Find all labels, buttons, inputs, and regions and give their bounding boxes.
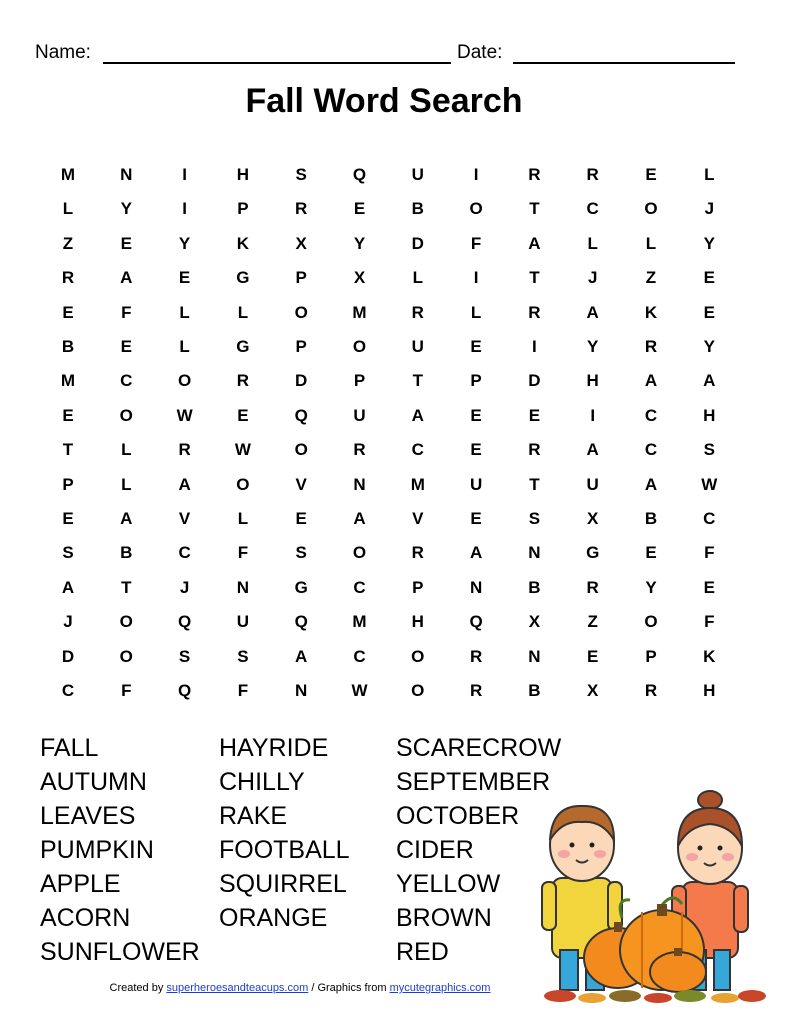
grid-letter[interactable]: S bbox=[295, 165, 307, 184]
grid-letter[interactable]: L bbox=[645, 233, 657, 253]
page-title: Fall Word Search bbox=[245, 82, 523, 120]
grid-letter[interactable]: I bbox=[473, 268, 479, 288]
grid-letter[interactable]: G bbox=[236, 268, 250, 288]
grid-letter[interactable]: F bbox=[470, 233, 482, 253]
grid-letter[interactable]: E bbox=[295, 509, 307, 528]
grid-letter[interactable]: U bbox=[411, 337, 424, 356]
grid-letter[interactable]: R bbox=[178, 440, 191, 460]
word-list-column-1 bbox=[40, 731, 200, 969]
grid-letter[interactable]: T bbox=[529, 199, 540, 219]
grid-letter[interactable]: W bbox=[351, 681, 368, 700]
grid-letter[interactable]: C bbox=[644, 405, 658, 425]
grid-letter[interactable]: T bbox=[529, 268, 540, 288]
grid-letter[interactable]: O bbox=[411, 681, 425, 700]
grid-letter[interactable]: G bbox=[236, 337, 250, 356]
grid-letter[interactable]: R bbox=[469, 646, 483, 666]
grid-letter[interactable]: R bbox=[586, 577, 599, 597]
grid-letter[interactable]: C bbox=[353, 577, 366, 597]
grid-letter[interactable]: W bbox=[176, 405, 193, 425]
grid-letter[interactable]: U bbox=[353, 405, 366, 425]
grid-letter[interactable]: I bbox=[182, 165, 187, 184]
word-list-item: PUMPKIN bbox=[40, 836, 154, 864]
grid-letter[interactable]: R bbox=[236, 371, 250, 391]
grid-letter[interactable]: X bbox=[295, 233, 307, 253]
grid-letter[interactable]: R bbox=[528, 165, 541, 184]
grid-letter[interactable]: A bbox=[353, 509, 366, 528]
graphics-from-text: / Graphics from bbox=[311, 982, 387, 994]
grid-letter[interactable]: F bbox=[237, 543, 249, 563]
grid-letter[interactable]: M bbox=[410, 474, 425, 494]
grid-letter[interactable]: R bbox=[411, 302, 424, 322]
grid-letter[interactable]: X bbox=[587, 509, 599, 528]
grid-letter[interactable]: A bbox=[295, 646, 308, 666]
grid-letter[interactable]: T bbox=[529, 474, 540, 494]
grid-letter[interactable]: T bbox=[62, 440, 74, 460]
grid-letter[interactable]: W bbox=[234, 440, 251, 460]
word-list-item: ORANGE bbox=[219, 904, 328, 932]
grid-letter[interactable]: F bbox=[704, 543, 715, 563]
grid-letter[interactable]: H bbox=[411, 612, 424, 632]
grid-letter[interactable]: L bbox=[121, 440, 132, 460]
grid-letter[interactable]: N bbox=[236, 577, 250, 597]
word-list-item: FOOTBALL bbox=[219, 836, 350, 864]
grid-letter[interactable]: N bbox=[528, 543, 541, 563]
grid-letter[interactable]: P bbox=[412, 577, 424, 597]
grid-letter[interactable]: M bbox=[60, 371, 76, 391]
grid-letter[interactable]: B bbox=[120, 543, 133, 563]
grid-letter[interactable]: N bbox=[469, 577, 483, 597]
grid-letter[interactable]: R bbox=[528, 440, 541, 460]
name-line[interactable] bbox=[103, 62, 451, 64]
grid-letter[interactable]: O bbox=[294, 440, 308, 460]
grid-letter[interactable]: N bbox=[353, 474, 366, 494]
grid-letter[interactable]: P bbox=[645, 646, 657, 666]
grid-letter[interactable]: L bbox=[179, 302, 190, 322]
grid-letter[interactable]: S bbox=[178, 646, 191, 666]
grid-letter[interactable]: T bbox=[121, 577, 132, 597]
grid-letter[interactable]: E bbox=[587, 646, 599, 666]
grid-letter[interactable]: E bbox=[62, 509, 74, 528]
word-list-item: YELLOW bbox=[396, 870, 501, 898]
grid-letter[interactable]: O bbox=[411, 646, 425, 666]
grid-letter[interactable]: F bbox=[704, 612, 715, 632]
grid-letter[interactable]: O bbox=[119, 646, 133, 666]
grid-letter[interactable]: E bbox=[62, 302, 74, 322]
grid-letter[interactable]: E bbox=[470, 405, 482, 425]
grid-letter[interactable]: S bbox=[62, 543, 74, 563]
grid-letter[interactable]: E bbox=[470, 337, 482, 356]
grid-letter[interactable]: J bbox=[63, 612, 73, 632]
grid-letter[interactable]: Q bbox=[177, 681, 192, 700]
grid-letter[interactable]: U bbox=[236, 612, 250, 632]
grid-letter[interactable]: A bbox=[644, 474, 658, 494]
grid-letter[interactable]: E bbox=[62, 405, 74, 425]
kids-pumpkins-illustration bbox=[530, 790, 770, 1005]
grid-letter[interactable]: R bbox=[411, 543, 424, 563]
grid-letter[interactable]: L bbox=[237, 302, 249, 322]
grid-letter[interactable]: S bbox=[237, 646, 249, 666]
grid-letter[interactable]: E bbox=[120, 337, 132, 356]
grid-letter[interactable]: R bbox=[353, 440, 366, 460]
grid-letter[interactable]: O bbox=[119, 405, 133, 425]
grid-letter[interactable]: E bbox=[470, 509, 482, 528]
grid-letter[interactable]: X bbox=[587, 681, 599, 700]
grid-letter[interactable]: E bbox=[470, 440, 482, 460]
grid-letter[interactable]: N bbox=[120, 165, 133, 184]
grid-letter[interactable]: C bbox=[353, 646, 366, 666]
word-list-item: APPLE bbox=[40, 870, 121, 898]
grid-letter[interactable]: E bbox=[120, 233, 132, 253]
grid-letter[interactable]: L bbox=[412, 268, 423, 288]
grid-letter[interactable]: B bbox=[61, 337, 75, 356]
word-list-item: AUTUMN bbox=[40, 768, 147, 796]
grid-letter[interactable]: L bbox=[237, 509, 249, 528]
grid-letter[interactable]: S bbox=[528, 509, 541, 528]
grid-letter[interactable]: A bbox=[703, 371, 716, 391]
grid-letter[interactable]: R bbox=[528, 302, 541, 322]
word-list-item: CIDER bbox=[396, 836, 474, 864]
grid-letter[interactable]: A bbox=[61, 577, 75, 597]
grid-letter[interactable]: Y bbox=[120, 199, 132, 219]
grid-letter[interactable]: O bbox=[352, 337, 367, 356]
grid-letter[interactable]: Y bbox=[703, 233, 715, 253]
grid-letter[interactable]: G bbox=[294, 577, 308, 597]
grid-letter[interactable]: I bbox=[532, 337, 537, 356]
grid-letter[interactable]: P bbox=[237, 199, 249, 219]
word-list-item: OCTOBER bbox=[396, 802, 520, 830]
grid-letter[interactable]: A bbox=[586, 440, 599, 460]
grid-letter[interactable]: E bbox=[703, 302, 715, 322]
grid-letter[interactable]: O bbox=[469, 199, 483, 219]
grid-letter[interactable]: O bbox=[177, 371, 192, 391]
created-by-text: Created by bbox=[109, 982, 164, 994]
grid-letter[interactable]: Y bbox=[178, 233, 191, 253]
grid-letter[interactable]: A bbox=[411, 405, 424, 425]
word-list-item: SEPTEMBER bbox=[396, 768, 551, 796]
grid-letter[interactable]: B bbox=[528, 681, 541, 700]
grid-letter[interactable]: C bbox=[703, 509, 716, 528]
grid-letter[interactable]: A bbox=[528, 233, 541, 253]
grid-letter[interactable]: Z bbox=[62, 233, 74, 253]
grid-letter[interactable]: P bbox=[295, 268, 307, 288]
grid-letter[interactable]: L bbox=[470, 302, 482, 322]
grid-letter[interactable]: A bbox=[120, 268, 133, 288]
grid-letter[interactable]: X bbox=[353, 268, 366, 288]
grid-letter[interactable]: I bbox=[590, 405, 596, 425]
grid-letter[interactable]: O bbox=[644, 612, 658, 632]
grid-letter[interactable]: I bbox=[182, 199, 187, 219]
grid-letter[interactable]: B bbox=[528, 577, 541, 597]
grid-letter[interactable]: V bbox=[412, 509, 424, 528]
grid-letter[interactable]: F bbox=[121, 681, 132, 700]
word-list-item: LEAVES bbox=[40, 802, 136, 830]
grid-letter[interactable]: U bbox=[411, 165, 424, 184]
grid-letter[interactable]: T bbox=[412, 371, 423, 391]
grid-letter[interactable]: E bbox=[237, 405, 249, 425]
grid-letter[interactable]: C bbox=[411, 440, 424, 460]
grid-letter[interactable]: C bbox=[120, 371, 133, 391]
grid-letter[interactable]: E bbox=[703, 577, 715, 597]
grid-letter[interactable]: C bbox=[586, 199, 599, 219]
word-list-item: RAKE bbox=[219, 802, 288, 830]
word-list-item: SUNFLOWER bbox=[40, 938, 200, 966]
grid-letter[interactable]: Q bbox=[294, 612, 308, 632]
grid-letter[interactable]: N bbox=[295, 681, 308, 700]
word-list-item: SQUIRREL bbox=[219, 870, 347, 898]
grid-letter[interactable]: K bbox=[236, 233, 250, 253]
grid-letter[interactable]: D bbox=[411, 233, 424, 253]
name-label: Name: bbox=[35, 42, 91, 63]
grid-letter[interactable]: V bbox=[295, 474, 307, 494]
grid-letter[interactable]: C bbox=[61, 681, 75, 700]
grid-letter[interactable]: E bbox=[703, 268, 715, 288]
grid-letter[interactable]: A bbox=[469, 543, 483, 563]
word-list-item: FALL bbox=[40, 734, 99, 762]
grid-letter[interactable]: P bbox=[62, 474, 74, 494]
grid-letter[interactable]: A bbox=[644, 371, 658, 391]
grid-letter[interactable]: A bbox=[178, 474, 191, 494]
grid-letter[interactable]: O bbox=[119, 612, 133, 632]
grid-letter[interactable]: R bbox=[295, 199, 308, 219]
word-list-item: RED bbox=[396, 938, 449, 966]
word-list-item: CHILLY bbox=[219, 768, 305, 796]
grid-letter[interactable]: K bbox=[703, 646, 716, 666]
grid-letter[interactable]: L bbox=[179, 337, 190, 356]
grid-letter[interactable]: L bbox=[121, 474, 132, 494]
grid-letter[interactable]: D bbox=[528, 371, 541, 391]
grid-letter[interactable]: Y bbox=[353, 233, 366, 253]
grid-letter[interactable]: M bbox=[352, 302, 367, 322]
grid-letter[interactable]: E bbox=[645, 543, 657, 563]
grid-letter[interactable]: S bbox=[295, 543, 307, 563]
grid-letter[interactable]: R bbox=[586, 165, 599, 184]
grid-letter[interactable]: R bbox=[469, 681, 483, 700]
grid-letter[interactable]: M bbox=[352, 612, 367, 632]
grid-letter[interactable]: O bbox=[352, 543, 367, 563]
grid-letter[interactable]: H bbox=[586, 371, 599, 391]
word-list-item: ACORN bbox=[40, 904, 131, 932]
grid-letter[interactable]: Y bbox=[703, 337, 715, 356]
grid-letter[interactable]: G bbox=[586, 543, 600, 563]
footer-credits bbox=[0, 982, 600, 994]
word-list-item: SCARECROW bbox=[396, 734, 562, 762]
grid-letter[interactable]: P bbox=[353, 371, 366, 391]
grid-letter[interactable]: L bbox=[62, 199, 74, 219]
grid-letter[interactable]: F bbox=[237, 681, 249, 700]
grid-letter[interactable]: L bbox=[704, 165, 715, 184]
grid-letter[interactable]: E bbox=[645, 165, 657, 184]
grid-letter[interactable]: Q bbox=[294, 405, 308, 425]
grid-letter[interactable]: U bbox=[586, 474, 599, 494]
grid-letter[interactable]: B bbox=[411, 199, 424, 219]
grid-letter[interactable]: Z bbox=[587, 612, 598, 632]
grid-letter[interactable]: E bbox=[178, 268, 191, 288]
grid-letter[interactable]: H bbox=[703, 405, 716, 425]
grid-letter[interactable]: I bbox=[473, 165, 479, 184]
grid-letter[interactable]: K bbox=[644, 302, 658, 322]
grid-letter[interactable]: P bbox=[295, 337, 307, 356]
grid-letter[interactable]: X bbox=[528, 612, 541, 632]
grid-letter[interactable]: Y bbox=[587, 337, 599, 356]
grid-letter[interactable]: J bbox=[587, 268, 598, 288]
grid-letter[interactable]: O bbox=[644, 199, 658, 219]
grid-letter[interactable]: Y bbox=[645, 577, 657, 597]
grid-letter[interactable]: O bbox=[236, 474, 250, 494]
grid-letter[interactable]: Z bbox=[645, 268, 657, 288]
superheroes-link[interactable]: superheroesandteacups.com bbox=[166, 982, 309, 994]
grid-letter[interactable]: U bbox=[469, 474, 483, 494]
grid-letter[interactable]: D bbox=[61, 646, 75, 666]
grid-letter[interactable]: Q bbox=[352, 165, 367, 184]
grid-letter[interactable]: C bbox=[178, 543, 191, 563]
fall-leaves bbox=[544, 990, 766, 1003]
mycutegraphics-link[interactable]: mycutegraphics.com bbox=[389, 982, 491, 994]
grid-letter[interactable]: N bbox=[528, 646, 541, 666]
word-list-item: HAYRIDE bbox=[219, 734, 329, 762]
grid-letter[interactable]: M bbox=[60, 165, 76, 184]
grid-letter[interactable]: Q bbox=[469, 612, 483, 632]
grid-letter[interactable]: A bbox=[586, 302, 599, 322]
grid-letter[interactable]: R bbox=[644, 681, 658, 700]
date-line[interactable] bbox=[513, 62, 735, 64]
grid-letter[interactable]: H bbox=[236, 165, 250, 184]
word-list-column-2 bbox=[219, 731, 350, 935]
grid-letter[interactable]: H bbox=[703, 681, 716, 700]
grid-letter[interactable]: E bbox=[353, 199, 366, 219]
word-list-item: BROWN bbox=[396, 904, 492, 932]
grid-letter[interactable]: P bbox=[470, 371, 482, 391]
grid-letter[interactable]: J bbox=[704, 199, 715, 219]
grid-letter[interactable]: W bbox=[701, 474, 718, 494]
grid-letter[interactable]: V bbox=[178, 509, 191, 528]
grid-letter[interactable]: S bbox=[703, 440, 715, 460]
grid-letter[interactable]: J bbox=[179, 577, 190, 597]
grid-letter[interactable]: D bbox=[295, 371, 308, 391]
grid-letter[interactable]: O bbox=[294, 302, 308, 322]
grid-letter[interactable]: A bbox=[120, 509, 133, 528]
grid-letter[interactable]: R bbox=[61, 268, 75, 288]
grid-letter[interactable]: B bbox=[644, 509, 658, 528]
grid-letter[interactable]: R bbox=[644, 337, 658, 356]
grid-letter[interactable]: Q bbox=[177, 612, 192, 632]
grid-letter[interactable]: C bbox=[644, 440, 658, 460]
grid-letter[interactable]: F bbox=[121, 302, 132, 322]
date-label: Date: bbox=[457, 42, 503, 63]
grid-letter[interactable]: E bbox=[528, 405, 541, 425]
name-date-header bbox=[35, 40, 735, 70]
grid-letter[interactable]: L bbox=[587, 233, 598, 253]
